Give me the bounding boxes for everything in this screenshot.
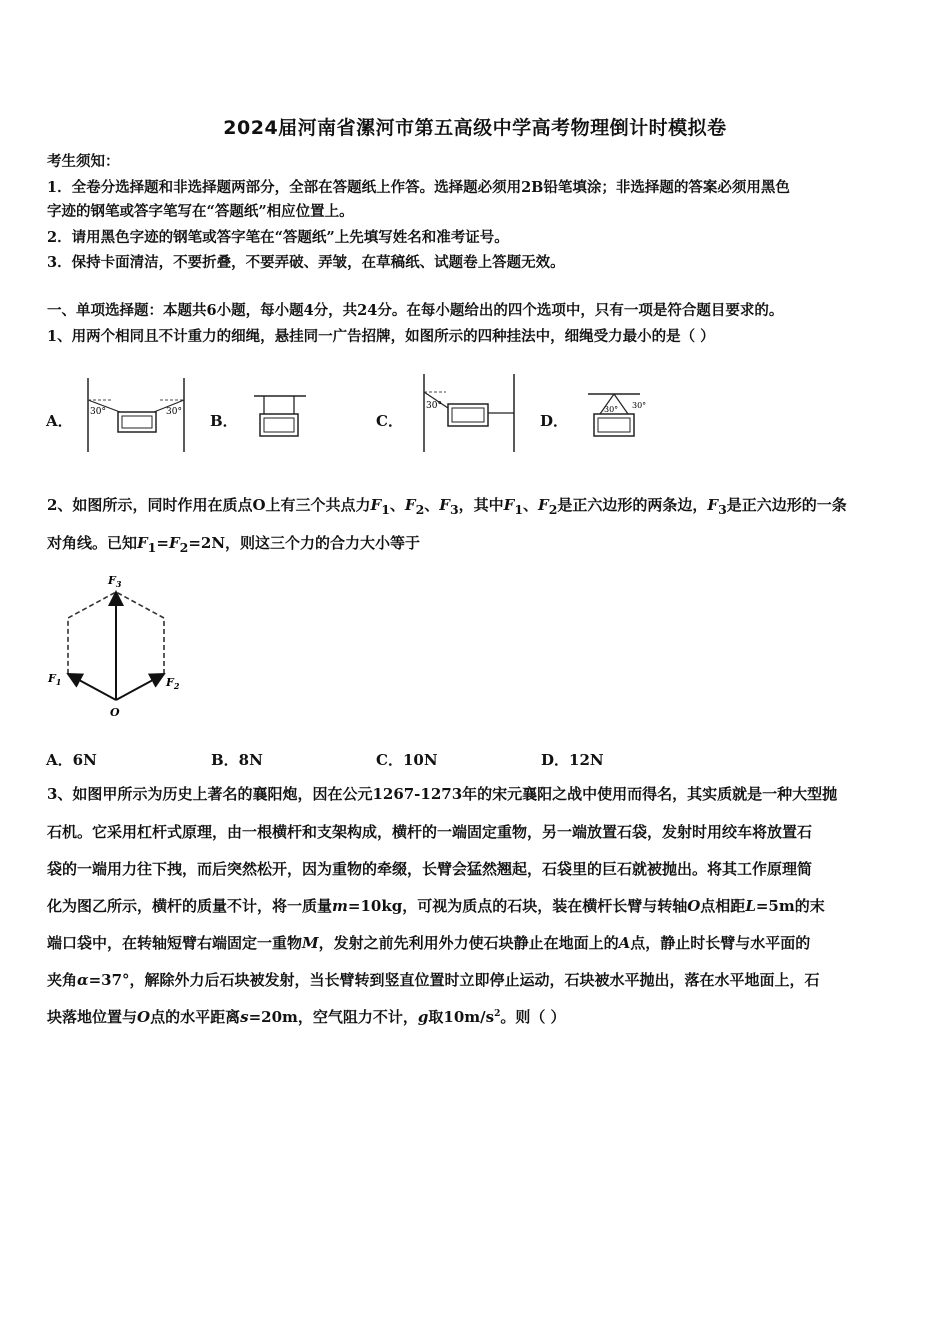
- q3-line-2: 石机。它采用杠杆式原理，由一根横杆和支架构成，横杆的一端固定重物，另一端放置石袋，发射时用绞车将放置石: [47, 823, 813, 841]
- notice-item-1-line-1: 1．全卷分选择题和非选择题两部分，全部在答题纸上作答。选择题必须用2B铅笔填涂；非选择题的答案必须用黑色: [47, 179, 790, 196]
- q3-line-3: 袋的一端用力往下拽，而后突然松开，因为重物的牵缀，长臂会猛然翘起，石袋里的巨石就被抛出。将其工作原理简: [47, 860, 813, 878]
- q1-figure-a: [80, 374, 192, 454]
- q1-figure-c: [420, 372, 520, 454]
- q1-d-angle-outer: 30°: [632, 401, 647, 410]
- q3-line-5: 端口袋中，在转轴短臂右端固定一重物M，发射之前先利用外力使石块静止在地面上的A点，静止时长臂与水平面的: [47, 934, 811, 952]
- q2-stem-line-1: 2、如图所示，同时作用在质点O上有三个共点力$F_1$、$F_2$、$F_3$，其中$F_1$、$F_2$是正六边形的两条边，$F_3$是正六边形的一条: [47, 496, 847, 517]
- notice-item-3: 3．保持卡面清洁，不要折叠，不要弄破、弄皱，在草稿纸、试题卷上答题无效。: [47, 254, 565, 271]
- q1-c-angle: 30°: [426, 401, 442, 411]
- q3-line-7: 块落地位置与O点的水平距离s=20m，空气阻力不计，g取$10m/s^2$。则（ ）: [47, 1008, 566, 1026]
- q2-hexagon-figure: [44, 568, 194, 718]
- q1-option-c-label: C．: [376, 412, 403, 430]
- q1-a-angle-left: 30°: [90, 407, 106, 417]
- notice-item-2: 2．请用黑色字迹的钢笔或答字笔在“答题纸”上先填写姓名和准考证号。: [47, 229, 509, 246]
- notice-item-1-line-2: 字迹的钢笔或答字笔写在“答题纸”相应位置上。: [47, 203, 354, 220]
- q2-option-d: D．12N: [541, 751, 604, 769]
- q2-stem-line-2: 对角线。已知$F_1=F_2=2N$，则这三个力的合力大小等于: [47, 534, 421, 555]
- q2-option-a: A．6N: [46, 751, 97, 769]
- q1-figure-b: [250, 392, 310, 452]
- q1-a-angle-right: 30°: [166, 407, 182, 417]
- q1-option-d-label: D．: [540, 412, 569, 430]
- label-f1: $F_1$: [48, 672, 62, 687]
- section-heading: 一、单项选择题：本题共6小题，每小题4分，共24分。在每小题给出的四个选项中，只有一项是符合题目要求的。: [47, 302, 784, 319]
- label-o: O: [110, 706, 120, 718]
- q1-option-a-label: A．: [46, 412, 73, 430]
- label-f2: $F_2$: [166, 676, 180, 691]
- q1-figure-d: [584, 390, 664, 448]
- q1-stem: 1、用两个相同且不计重力的细绳，悬挂同一广告招牌，如图所示的四种挂法中，细绳受力最小的是（ ）: [47, 328, 715, 345]
- force-f1-arrow: [68, 674, 116, 700]
- q2-option-b: B．8N: [211, 751, 263, 769]
- q3-line-4: 化为图乙所示，横杆的质量不计，将一质量m=10kg，可视为质点的石块，装在横杆长臂与转轴O点相距L=5m的末: [47, 897, 825, 915]
- q1-option-b-label: B．: [210, 412, 238, 430]
- q3-line-1: 3、如图甲所示为历史上著名的襄阳炮，因在公元1267-1273年的宋元襄阳之战中使用而得名，其实质就是一种大型抛: [47, 785, 838, 803]
- q3-line-6: 夹角α=37°，解除外力后石块被发射，当长臂转到竖直位置时立即停止运动，石块被水平抛出，落在水平地面上，石: [47, 971, 820, 989]
- page-title: 2024届河南省漯河市第五高级中学高考物理倒计时模拟卷: [223, 117, 727, 139]
- q1-d-angle-inner: 30°: [604, 405, 619, 414]
- q2-option-c: C．10N: [376, 751, 438, 769]
- label-f3: $F_3$: [108, 574, 122, 589]
- force-f2-arrow: [116, 674, 164, 700]
- notice-heading: 考生须知：: [47, 153, 120, 170]
